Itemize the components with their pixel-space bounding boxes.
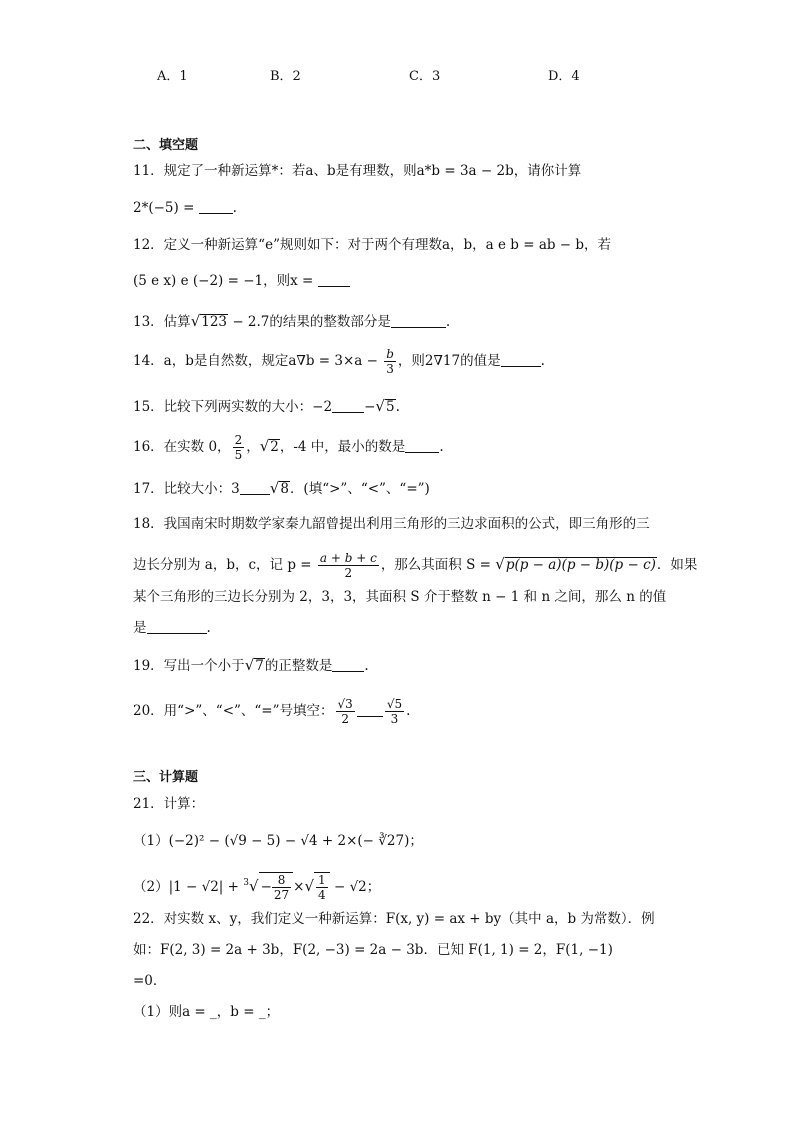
question-18-tail: . bbox=[206, 620, 211, 636]
question-13 bbox=[133, 312, 450, 331]
question-11-expression: 2*(−5) = bbox=[133, 200, 199, 216]
question-14-tail: . bbox=[540, 353, 545, 369]
fraction-denominator: 3 bbox=[386, 362, 394, 376]
question-18-line-1: 18．我国南宋时期数学家秦九韶曾提出利用三角形的三边求面积的公式，即三角形的三 bbox=[133, 516, 650, 532]
answer-blank bbox=[357, 703, 383, 717]
question-19-prefix: 19．写出一个小于 bbox=[133, 658, 245, 674]
option-c: C．3 bbox=[409, 69, 441, 84]
fraction-sqrt3-over-2 bbox=[336, 697, 355, 726]
sqrt-symbol: √ bbox=[269, 479, 280, 497]
fraction-2-over-5 bbox=[233, 433, 245, 462]
sqrt-symbol: √ bbox=[375, 397, 385, 415]
option-d: D．4 bbox=[548, 69, 580, 84]
question-16-comma: ， bbox=[246, 439, 260, 455]
cube-root-radicand: − $\frac{8}{27}$ bbox=[259, 872, 294, 902]
question-16-prefix: 16．在实数 0， bbox=[133, 439, 231, 455]
question-17-radicand: 8 bbox=[280, 481, 289, 497]
question-20-tail: . bbox=[406, 703, 411, 719]
question-19 bbox=[133, 656, 369, 675]
fraction-denominator: 4 bbox=[318, 888, 326, 902]
question-19-tail: . bbox=[364, 658, 369, 674]
question-15-radicand: 5 bbox=[385, 399, 395, 415]
fraction-denominator: 3 bbox=[390, 712, 399, 726]
question-18-text-d: 是 bbox=[133, 620, 147, 636]
question-16-text: ，-4 中，最小的数是 bbox=[279, 439, 406, 455]
question-19-radicand: 7 bbox=[255, 658, 264, 674]
question-21-part-1: （1）(−2)² − (√9 − 5) − √4 + 2×(− ∛27)； bbox=[133, 833, 423, 849]
question-17 bbox=[133, 479, 430, 498]
fraction-denominator: 2 bbox=[341, 712, 349, 726]
fraction-numerator: √5 bbox=[386, 697, 403, 711]
question-13-radicand: 123 bbox=[201, 314, 228, 330]
fraction-numerator: b bbox=[386, 347, 394, 361]
question-16-tail: . bbox=[439, 439, 444, 455]
fraction-denominator: 5 bbox=[234, 448, 243, 462]
fraction-denominator: 2 bbox=[344, 566, 353, 580]
question-16 bbox=[133, 433, 444, 462]
option-b: B．2 bbox=[270, 69, 301, 84]
fraction-denominator: 27 bbox=[273, 888, 290, 902]
question-13-tail: . bbox=[445, 314, 451, 330]
question-16-radicand: 2 bbox=[270, 439, 279, 455]
question-11-line-1: 11．规定了一种新运算*：若a、b是有理数，则a*b = 3a − 2b，请你计算 bbox=[133, 163, 582, 179]
answer-blank bbox=[147, 620, 207, 634]
answer-blank bbox=[332, 658, 364, 672]
question-14-text: ，则2∇17的值是 bbox=[397, 353, 501, 369]
question-22-line-3: =0． bbox=[133, 973, 167, 989]
question-18-text-a: 边长分别为 a，b，c，记 p = bbox=[133, 557, 316, 573]
answer-blank bbox=[318, 273, 350, 287]
question-13-text: − 2.7的结果的整数部分是 bbox=[228, 314, 391, 330]
question-12-line-2 bbox=[133, 272, 350, 290]
multiply-sign: × bbox=[293, 879, 305, 895]
sqrt-symbol: √ bbox=[495, 555, 505, 573]
sqrt-symbol: √ bbox=[190, 312, 201, 330]
question-21-part-2-a: （2）|1 − √2| + bbox=[133, 879, 244, 895]
question-14 bbox=[133, 347, 545, 376]
question-15-tail: . bbox=[395, 399, 400, 415]
question-19-text: 的正整数是 bbox=[264, 658, 333, 674]
question-11-line-2 bbox=[133, 199, 237, 217]
question-15-prefix: 15．比较下列两实数的大小：−2 bbox=[133, 399, 333, 415]
question-14-prefix: 14．a，b是自然数，规定a∇b = 3×a − bbox=[133, 353, 383, 369]
fraction-sqrt5-over-3 bbox=[385, 697, 404, 726]
sqrt-symbol: √ bbox=[249, 877, 259, 895]
question-21-part-2 bbox=[133, 872, 380, 902]
fraction-numerator: a + b + c bbox=[319, 551, 377, 565]
question-18-line-3: 某个三角形的三边长分别为 2，3，3，其面积 S 介于整数 n − 1 和 n 之间，那么 n 的值 bbox=[133, 589, 667, 605]
sqrt-symbol: √ bbox=[244, 656, 255, 674]
answer-blank bbox=[405, 439, 439, 453]
question-13-prefix: 13．估算 bbox=[133, 314, 191, 330]
question-12-expression: (5 e x) e (−2) = −1，则x = bbox=[133, 273, 318, 289]
question-21-part-2-c: − √2； bbox=[329, 879, 381, 895]
answer-blank bbox=[501, 353, 541, 367]
question-20-prefix: 20．用“>”、“<”、“=”号填空： bbox=[133, 703, 334, 719]
answer-blank bbox=[240, 481, 270, 495]
question-18-text-c: ．如果 bbox=[656, 557, 698, 573]
section-title-fill-blank: 二、填空题 bbox=[133, 138, 199, 153]
question-22-line-4: （1）则a = _，b = _； bbox=[133, 1004, 280, 1020]
answer-blank bbox=[391, 314, 446, 328]
section-title-calculation: 三、计算题 bbox=[133, 770, 199, 785]
fraction-1-over-4 bbox=[316, 873, 328, 902]
question-22-line-2: 如：F(2, 3) = 2a + 3b，F(2, −3) = 2a − 3b．已知 F(1, 1) = 2，F(1, −1) bbox=[133, 942, 613, 958]
answer-blank bbox=[332, 399, 364, 413]
fraction-numerator: 8 bbox=[272, 873, 291, 888]
question-15 bbox=[133, 397, 400, 416]
fraction-numerator: 1 bbox=[318, 873, 326, 887]
option-a: A．1 bbox=[157, 69, 188, 84]
sqrt-symbol: √ bbox=[259, 437, 270, 455]
sqrt-symbol: √ bbox=[304, 877, 315, 895]
question-18-line-2 bbox=[133, 551, 697, 580]
fraction-b-over-3 bbox=[384, 347, 396, 376]
question-12-line-1: 12．定义一种新运算“e”规则如下：对于两个有理数a，b，a e b = ab − b，若 bbox=[133, 237, 612, 253]
cube-root-index: 3 bbox=[243, 878, 249, 888]
answer-blank bbox=[199, 200, 233, 214]
fraction-numerator: √3 bbox=[337, 697, 353, 711]
heron-radicand: p(p − a)(p − b)(p − c) bbox=[505, 557, 656, 573]
question-18-line-4 bbox=[133, 619, 211, 637]
question-17-prefix: 17．比较大小：3 bbox=[133, 481, 240, 497]
question-17-tail: ．(填“>”、“<”、“=”) bbox=[289, 481, 430, 497]
fraction-numerator: 2 bbox=[234, 433, 243, 447]
question-15-minus: − bbox=[364, 399, 376, 415]
question-11-tail: . bbox=[232, 200, 237, 216]
question-20 bbox=[133, 697, 410, 726]
question-18-text-b: ，那么其面积 S = bbox=[380, 557, 496, 573]
question-22-line-1: 22．对实数 x、y，我们定义一种新运算：F(x, y) = ax + by（其中 a，b 为常数）．例 bbox=[133, 911, 655, 927]
sqrt-radicand bbox=[314, 872, 330, 902]
fraction-semi-perimeter bbox=[318, 551, 379, 580]
question-21-title: 21．计算： bbox=[133, 796, 205, 812]
fraction-8-over-27 bbox=[272, 873, 291, 902]
